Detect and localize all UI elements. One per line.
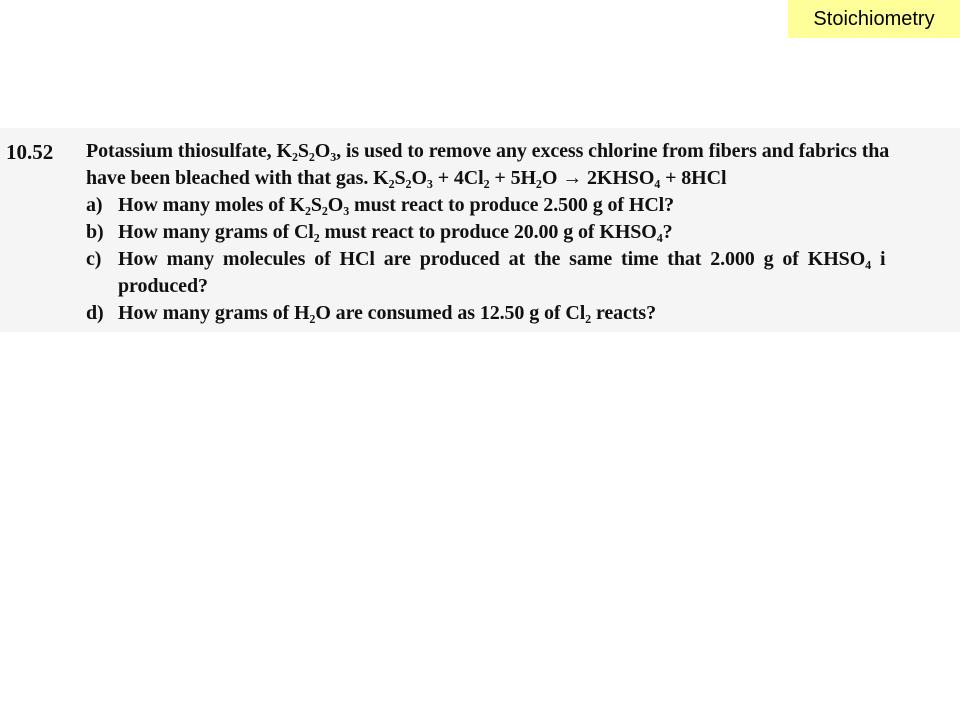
question-b-text: How many grams of Cl₂ must react to produce 20.00 g of KHSO₄? xyxy=(118,221,673,243)
problem-scan xyxy=(0,128,960,332)
question-c xyxy=(86,248,885,271)
question-a-text: How many moles of K₂S₂O₃ must react to produce 2.500 g of HCl? xyxy=(118,194,675,216)
topic-tag: Stoichiometry xyxy=(788,0,960,38)
problem-number: 10.52 xyxy=(6,140,54,164)
question-a-label: a) xyxy=(86,194,103,216)
question-d-label: d) xyxy=(86,302,104,324)
question-b-label: b) xyxy=(86,221,104,243)
question-c-label: c) xyxy=(86,248,102,270)
question-c-continued: produced? xyxy=(118,275,208,297)
question-a xyxy=(86,194,674,217)
question-b xyxy=(86,221,673,244)
question-d xyxy=(86,302,656,325)
question-c-text: How many molecules of HCl are produced at the same time that 2.000 g of KHSO₄ i xyxy=(118,248,886,270)
problem-intro-line-2: have been bleached with that gas. K₂S₂O₃ + 4Cl₂ + 5H₂O → 2KHSO₄ + 8HCl xyxy=(86,167,727,189)
question-d-text: How many grams of H₂O are consumed as 12.50 g of Cl₂ reacts? xyxy=(118,302,656,324)
problem-intro-line-1: Potassium thiosulfate, K₂S₂O₃, is used to remove any excess chlorine from fibers and fabrics tha xyxy=(86,140,890,162)
